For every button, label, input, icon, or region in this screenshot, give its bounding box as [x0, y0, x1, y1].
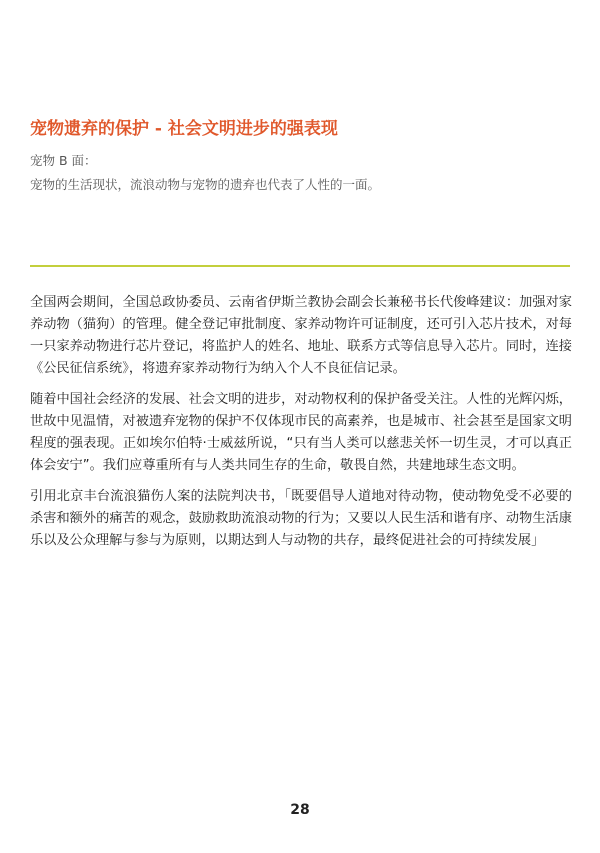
paragraph-proposal: 全国两会期间，全国总政协委员、云南省伊斯兰教协会副会长兼秘书长代俊峰建议：加强对家养动物（猫狗）的管理。健全登记审批制度、家养动物许可证制度，还可引入芯片技术，对每一只家养动物进行芯片登记，将监护人的姓名、地址、联系方式等信息导入芯片。同时，连接《公民征信系统》，将遗弃家养动物行为纳入个人不良征信记录。 — [30, 295, 572, 376]
paragraph-court-ruling: 引用北京丰台流浪猫伤人案的法院判决书，「既要倡导人道地对待动物，使动物免受不必要的杀害和额外的痛苦的观念，鼓励救助流浪动物的行为；又要以人民生活和谐有序、动物生活康乐以及公众理解与参与为原则，以期达到人与动物的共存，最终促进社会的可持续发展」 — [30, 489, 572, 548]
section-lead: 宠物的生活现状，流浪动物与宠物的遗弃也代表了人性的一面。 — [30, 177, 381, 192]
section-title: 宠物遗弃的保护 - 社会文明进步的强表现 — [30, 119, 338, 139]
page-number: 28 — [290, 802, 310, 818]
paragraph-civilization: 随着中国社会经济的发展、社会文明的进步，对动物权利的保护备受关注。人性的光辉闪烁，世故中见温情，对被遗弃宠物的保护不仅体现市民的高素养，也是城市、社会甚至是国家文明程度的强表现。正如埃尔伯特·士威兹所说，“只有当人类可以慈悲关怀一切生灵，才可以真正体会安宁”。我们应尊重所有与人类共同生存的生命，敬畏自然，共建地球生态文明。 — [30, 392, 572, 473]
section-subtitle: 宠物 B 面： — [30, 153, 97, 168]
body-text — [30, 292, 572, 561]
section-divider — [30, 265, 570, 267]
